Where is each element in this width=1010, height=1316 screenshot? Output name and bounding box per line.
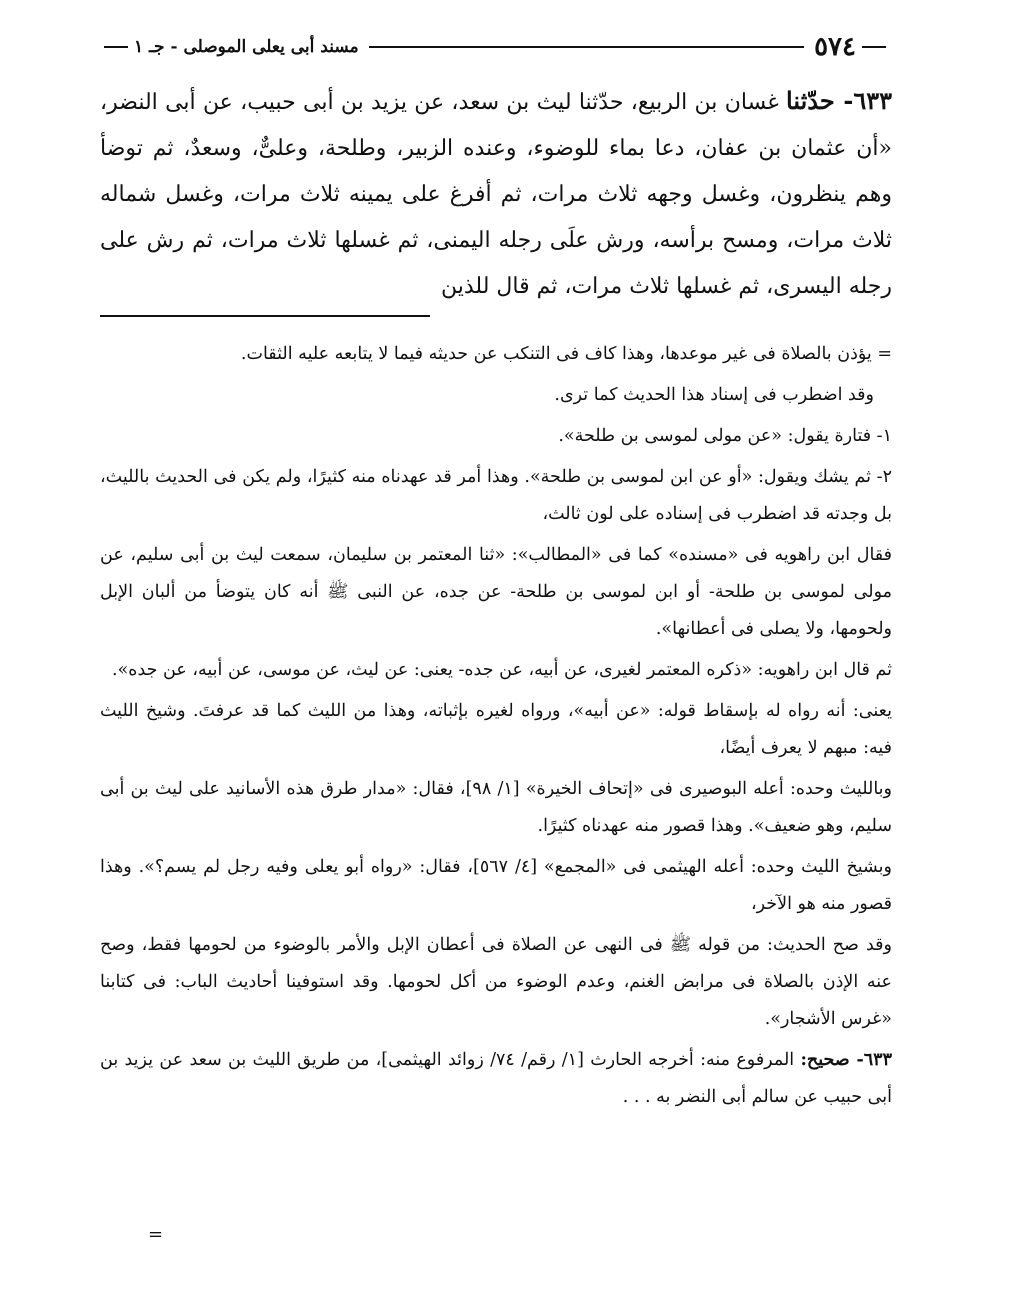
hadith-body: غسان بن الربيع، حدّثنا ليث بن سعد، عن يزيد بن أبى حبيب، عن أبى النضر، «أن عثمان بن عفان، دعا بماء للوضوء، وعنده الزبير، وطلحة، وعلىٌّ، وسعدٌ، ثم توضأ وهم ينظرون، وغسل وجهه ثلاث مرات، ثم أفرغ على يمينه ثلاث مرات، وغسل شماله ثلاث مرات، ومسح برأسه، ورش علَى رجله اليمنى، ثم غسلها ثلاث مرات، ثم رش على رجله اليسرى، ثم غسلها ثلاث مرات، ثم قال للذين (100, 90, 892, 299)
header-dash-left (104, 46, 128, 48)
note-paragraph: وبالليث وحده: أعله البوصيرى فى «إتحاف الخيرة» [١/ ٩٨]، فقال: «مدار طرق هذه الأسانيد على ليث بن أبى سليم، وهو ضعيف». وهذا قصور منه عهدناه كثيرًا. (100, 779, 892, 836)
note-paragraph: = يؤذن بالصلاة فى غير موعدها، وهذا كاف فى التنكب عن حديثه فيما لا يتابعه عليه الثقات. (240, 344, 892, 364)
hadith-number: ٦٣٣ (853, 86, 892, 115)
note-paragraph: وبشيخ الليث وحده: أعله الهيثمى فى «المجمع» [٤/ ٥٦٧]، فقال: «رواه أبو يعلى وفيه رجل لم يسم؟». وهذا قصور منه هو الآخر، (100, 857, 892, 914)
footnotes (100, 336, 892, 1120)
page-header (98, 30, 892, 64)
header-dash-right (862, 46, 886, 48)
final-note-text: المرفوع منه: أخرجه الحارث [١/ رقم/ ٧٤/ زوائد الهيثمى]، من طريق الليث بن سعد عن يزيد بن أبى حبيب عن سالم أبى النضر به . . . (100, 1050, 892, 1107)
note-paragraph: ١- فتارة يقول: «عن مولى لموسى بن طلحة». (558, 426, 892, 446)
footnote-separator (100, 315, 430, 317)
note-paragraph: ثم قال ابن راهويه: «ذكره المعتمر لغيرى، عن أبيه، عن جده- يعنى: عن ليث، عن موسى، عن أبيه، عن جده». (112, 660, 892, 680)
note-paragraph: يعنى: أنه رواه له بإسقاط قوله: «عن أبيه»، ورواه لغيره بإثباته، وهذا من الليث كما قد عرفتَ. وشيخ الليث فيه: مبهم لا يعرف أيضًا، (100, 701, 892, 758)
note-paragraph: ٢- ثم يشك ويقول: «أو عن ابن لموسى بن طلحة». وهذا أمر قد عهدناه منه كثيرًا، ولم يكن فى الحديث بالليث، بل وجدته قد اضطرب فى إسناده على لون ثالث، (100, 467, 892, 524)
final-note-lead: ٦٣٣- صحيح: (800, 1050, 892, 1070)
note-paragraph: فقال ابن راهويه فى «مسنده» كما فى «المطالب»: «ثنا المعتمر بن سليمان، سمعت ليث بن أبى سليم، عن مولى لموسى بن طلحة- أو ابن لموسى بن طلحة- عن جده، عن النبى ﷺ أنه كان يتوضأ من ألبان الإبل ولحومها، ولا يصلى فى أعطانها». (100, 545, 892, 639)
header-rule (369, 46, 804, 48)
note-paragraph: وقد اضطرب فى إسناد هذا الحديث كما ترى. (554, 385, 874, 405)
continuation-mark: = (148, 1224, 164, 1245)
book-title: مسند أبى يعلى الموصلى - جـ ١ (134, 37, 359, 57)
final-note (100, 1042, 892, 1116)
note-paragraph: وقد صح الحديث: من قوله ﷺ فى النهى عن الصلاة فى أعطان الإبل والأمر بالوضوء من لحومها فقط، وصح عنه الإذن بالصلاة فى مرابض الغنم، وعدم الوضوء من أكل لحومها. وقد استوفينا أحاديث الباب: فى كتابنا «غرس الأشجار». (100, 935, 892, 1029)
hadith-lead: حدّثنا (786, 86, 835, 115)
hadith-text: ٦٣٣- حدّثنا غسان بن الربيع، حدّثنا ليث بن سعد، عن يزيد بن أبى حبيب، عن أبى النضر، «أن عثمان بن عفان، دعا بماء للوضوء، وعنده الزبير، وطلحة، وعلىٌّ، وسعدٌ، ثم توضأ وهم ينظرون، وغسل وجهه ثلاث مرات، ثم أفرغ على يمينه ثلاث مرات، وغسل شماله ثلاث مرات، ومسح برأسه، ورش علَى رجله اليمنى، ثم غسلها ثلاث مرات، ثم رش على رجله اليسرى، ثم غسلها ثلاث مرات، ثم قال للذين (100, 86, 892, 299)
page-number: ٥٧٤ (814, 32, 856, 62)
